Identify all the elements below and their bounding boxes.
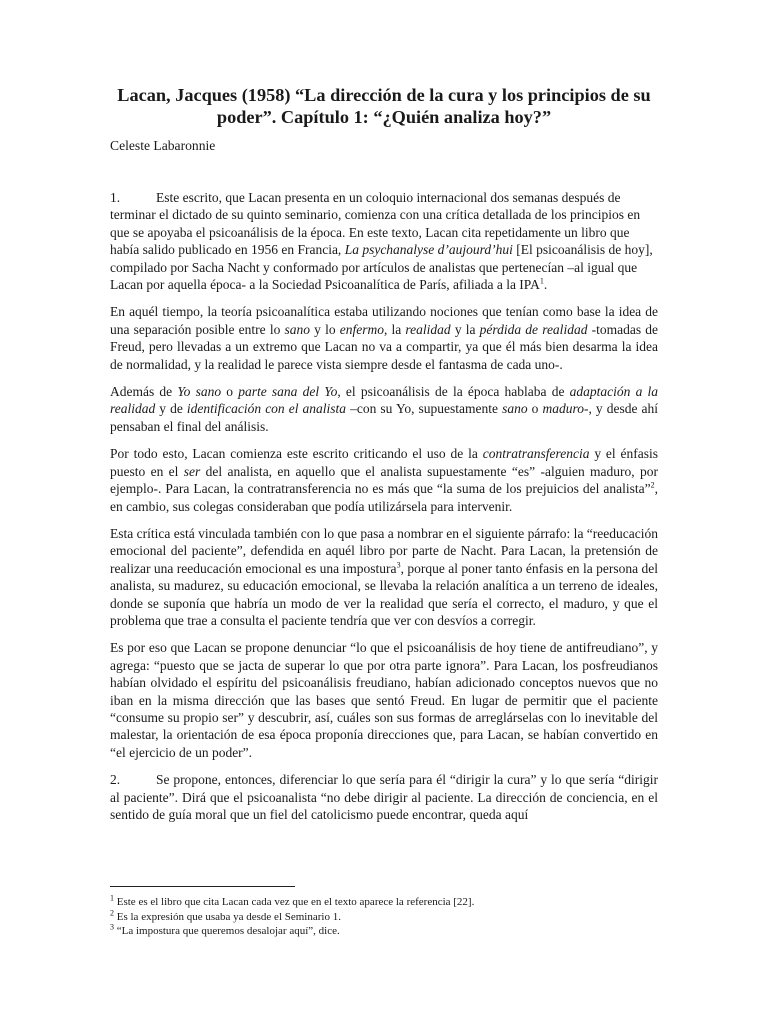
footnote-ref: 3 (396, 560, 401, 570)
footnote-ref: 2 (650, 480, 655, 490)
footnote-2: $^2$ Es la expresión que usaba ya desde el Seminario 1. (110, 907, 341, 923)
author-name: Celeste Labaronnie (110, 138, 216, 153)
paragraph-4: Por todo esto, Lacan comienza este escrito criticando el uso de la contratransferencia y el énfasis puesto en el ser del analista, en aquello que el analista supuestamente “es” -alguien maduro, por ejemplo-. Para Lacan, la contratransferencia no es más que “la suma de los prejuicios del analista”$^2$, en cambio, sus colegas consideraban que podía utilizársela para intervenir. (110, 446, 659, 514)
document-body (110, 189, 658, 833)
title-line-2: poder”. Capítulo 1: “¿Quién analiza hoy?” (216, 107, 552, 127)
title-line-1: Lacan, Jacques (1958) “La dirección de la cura y los principios de su (117, 85, 651, 105)
paragraph-3: Además de Yo sano o parte sana del Yo, el psicoanálisis de la época hablaba de adaptación a la realidad y de identificación con el analista –con su Yo, supuestamente sano o maduro-, y desde ahí pensaban el final del análisis. (110, 384, 659, 434)
book-title: La psychanalyse d’aujourd’hui (344, 242, 513, 258)
footnotes (110, 895, 658, 939)
paragraph-1: 1. Este escrito, que Lacan presenta en un coloquio internacional dos semanas después de terminar el dictado de su quinto seminario, comienza con una crítica detallada de los principios en que se apoyaba el psicoanálisis de la época. En este texto, Lacan cita repetidamente un libro que había salido publicado en 1956 en Francia, La psychanalyse d’aujourd’hui [El psicoanálisis de hoy], compilado por Sacha Nacht y conformado por artículos de analistas que pertenecían –al igual que Lacan por aquella época- a la Sociedad Psicoanalítica de París, afiliada a la IPA$^1$. (110, 190, 653, 293)
section-number: 2. (110, 772, 121, 788)
paragraph-5: Esta crítica está vinculada también con lo que pasa a nombrar en el siguiente párrafo: la “reeducación emocional del paciente”, defendida en aquél libro por parte de Nacht. Para Lacan, la pretensión de realizar una reeducación emocional es una impostura$^3$, porque al poner tanto énfasis en la persona del analista, su madurez, su educación emocional, se llevaba la relación analítica a un terreno de ideales, donde se suponía que habría un modo de ver la realidad que sería el correcto, el maduro, y que el problema que trae a consulta el paciente tendría que ver con desvíos a corregir. (110, 525, 659, 628)
paragraph-7: 2. Se propone, entonces, diferenciar lo que sería para él “dirigir la cura” y lo que sería “dirigir al paciente”. Dirá que el psicoanalista “no debe dirigir al paciente. La dirección de conciencia, en el sentido de guía moral que un fiel del catolicismo puede encontrar, queda aquí (110, 772, 658, 822)
document-title (108, 84, 660, 128)
footnote-ref: 1 (539, 276, 544, 286)
footnote-3: $^3$ “La impostura que queremos desalojar aquí”, dice. (110, 922, 340, 937)
section-number: 1. (110, 190, 121, 205)
paragraph-6: Es por eso que Lacan se propone denunciar “lo que el psicoanálisis de hoy tiene de antifreudiano”, y agrega: “puesto que se jacta de superar lo que por otra parte ignora”. Para Lacan, los posfreudianos habían olvidado el espíritu del psicoanálisis freudiano, habían adicionado conceptos nuevos que no iban en la misma dirección que las bases que sentó Freud. En lugar de permitir que el paciente “consume su propio ser” y descubrir, así, cuáles son sus formas de arreglárselas con lo inevitable del malestar, la orientación de esa época proponía direcciones que, para Lacan, se habían convertido en “el ejercicio de un poder”. (110, 640, 658, 760)
footnote-divider (110, 886, 295, 887)
footnote-1: $^1$ Este es el libro que cita Lacan cada vez que en el texto aparece la referencia [22]. (110, 893, 475, 908)
paragraph-2: En aquél tiempo, la teoría psicoanalítica estaba utilizando nociones que tenían como base la idea de una separación posible entre lo sano y lo enfermo, la realidad y la pérdida de realidad -tomadas de Freud, pero llevadas a un extremo que Lacan no va a compartir, ya que él más bien desarma la idea de normalidad, y la realidad le parece vista siempre desde el fantasma de cada uno-. (110, 304, 658, 372)
